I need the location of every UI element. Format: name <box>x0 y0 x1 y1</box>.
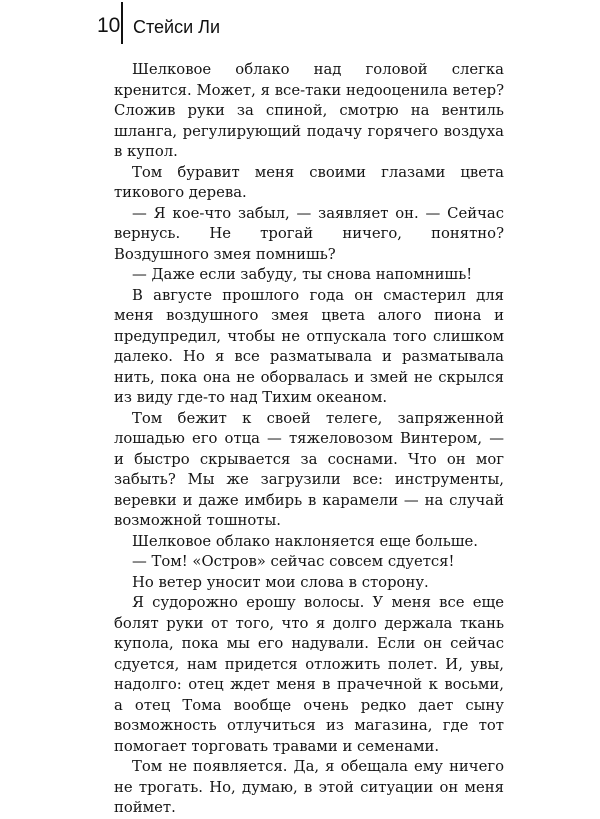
paragraph: Но ветер уносит мои слова в сторону. <box>132 573 429 591</box>
paragraph: Том не появляется. Да, я обещала ему ничего не трогать. Но, думаю, в этой ситуации он меня поймет. <box>114 758 504 816</box>
paragraph: — Я кое-что забыл, — заявляет он. — Сейчас вернусь. Не трогай ничего, понятно? Воздушного змея помнишь? <box>114 204 504 263</box>
page-number: 10 <box>97 14 121 37</box>
body-text <box>114 60 504 819</box>
paragraph: Шелковое облако наклоняется еще больше. <box>132 532 478 550</box>
paragraph: — Даже если забуду, ты снова напомнишь! <box>132 266 473 283</box>
paragraph: Шелковое облако над головой слегка кренится. Может, я все-таки недооценила ветер? Сложив руки за спиной, смотрю на вентиль шланга, регулирующий подачу горячего воздуха в купол. <box>114 61 504 160</box>
paragraph: Том бежит к своей телеге, запряженной лошадью его отца — тяжеловозом Винтером, — и быстро скрывается за соснами. Что он мог забыть? Мы же загрузили все: инструменты, веревки и даже имбирь в карамели — на случай возможной тошноты. <box>114 409 504 529</box>
paragraph: — Том! «Остров» сейчас совсем сдуется! <box>132 553 455 570</box>
paragraph: Том буравит меня своими глазами цвета тикового дерева. <box>114 163 504 201</box>
header-divider <box>121 2 123 44</box>
paragraph: Я судорожно ерошу волосы. У меня все еще болят руки от того, что я долго держала ткань купола, пока мы его надували. Если он сейчас сдуется, нам придется отложить полет. И, увы, надолго: отец ждет меня в прачечной к восьми, а отец Тома вообще очень редко дает сыну возможность отлучиться из магазина, где тот помогает торговать травами и семенами. <box>114 594 504 755</box>
paragraph: В августе прошлого года он смастерил для меня воздушного змея цвета алого пиона и предупредил, чтобы не отпускала того слишком далеко. Но я все разматывала и разматывала нить, пока она не оборвалась и змей не скрылся из виду где-то над Тихим океаном. <box>114 286 504 406</box>
page-header <box>0 0 600 60</box>
running-head-author: Стейси Ли <box>133 17 221 37</box>
